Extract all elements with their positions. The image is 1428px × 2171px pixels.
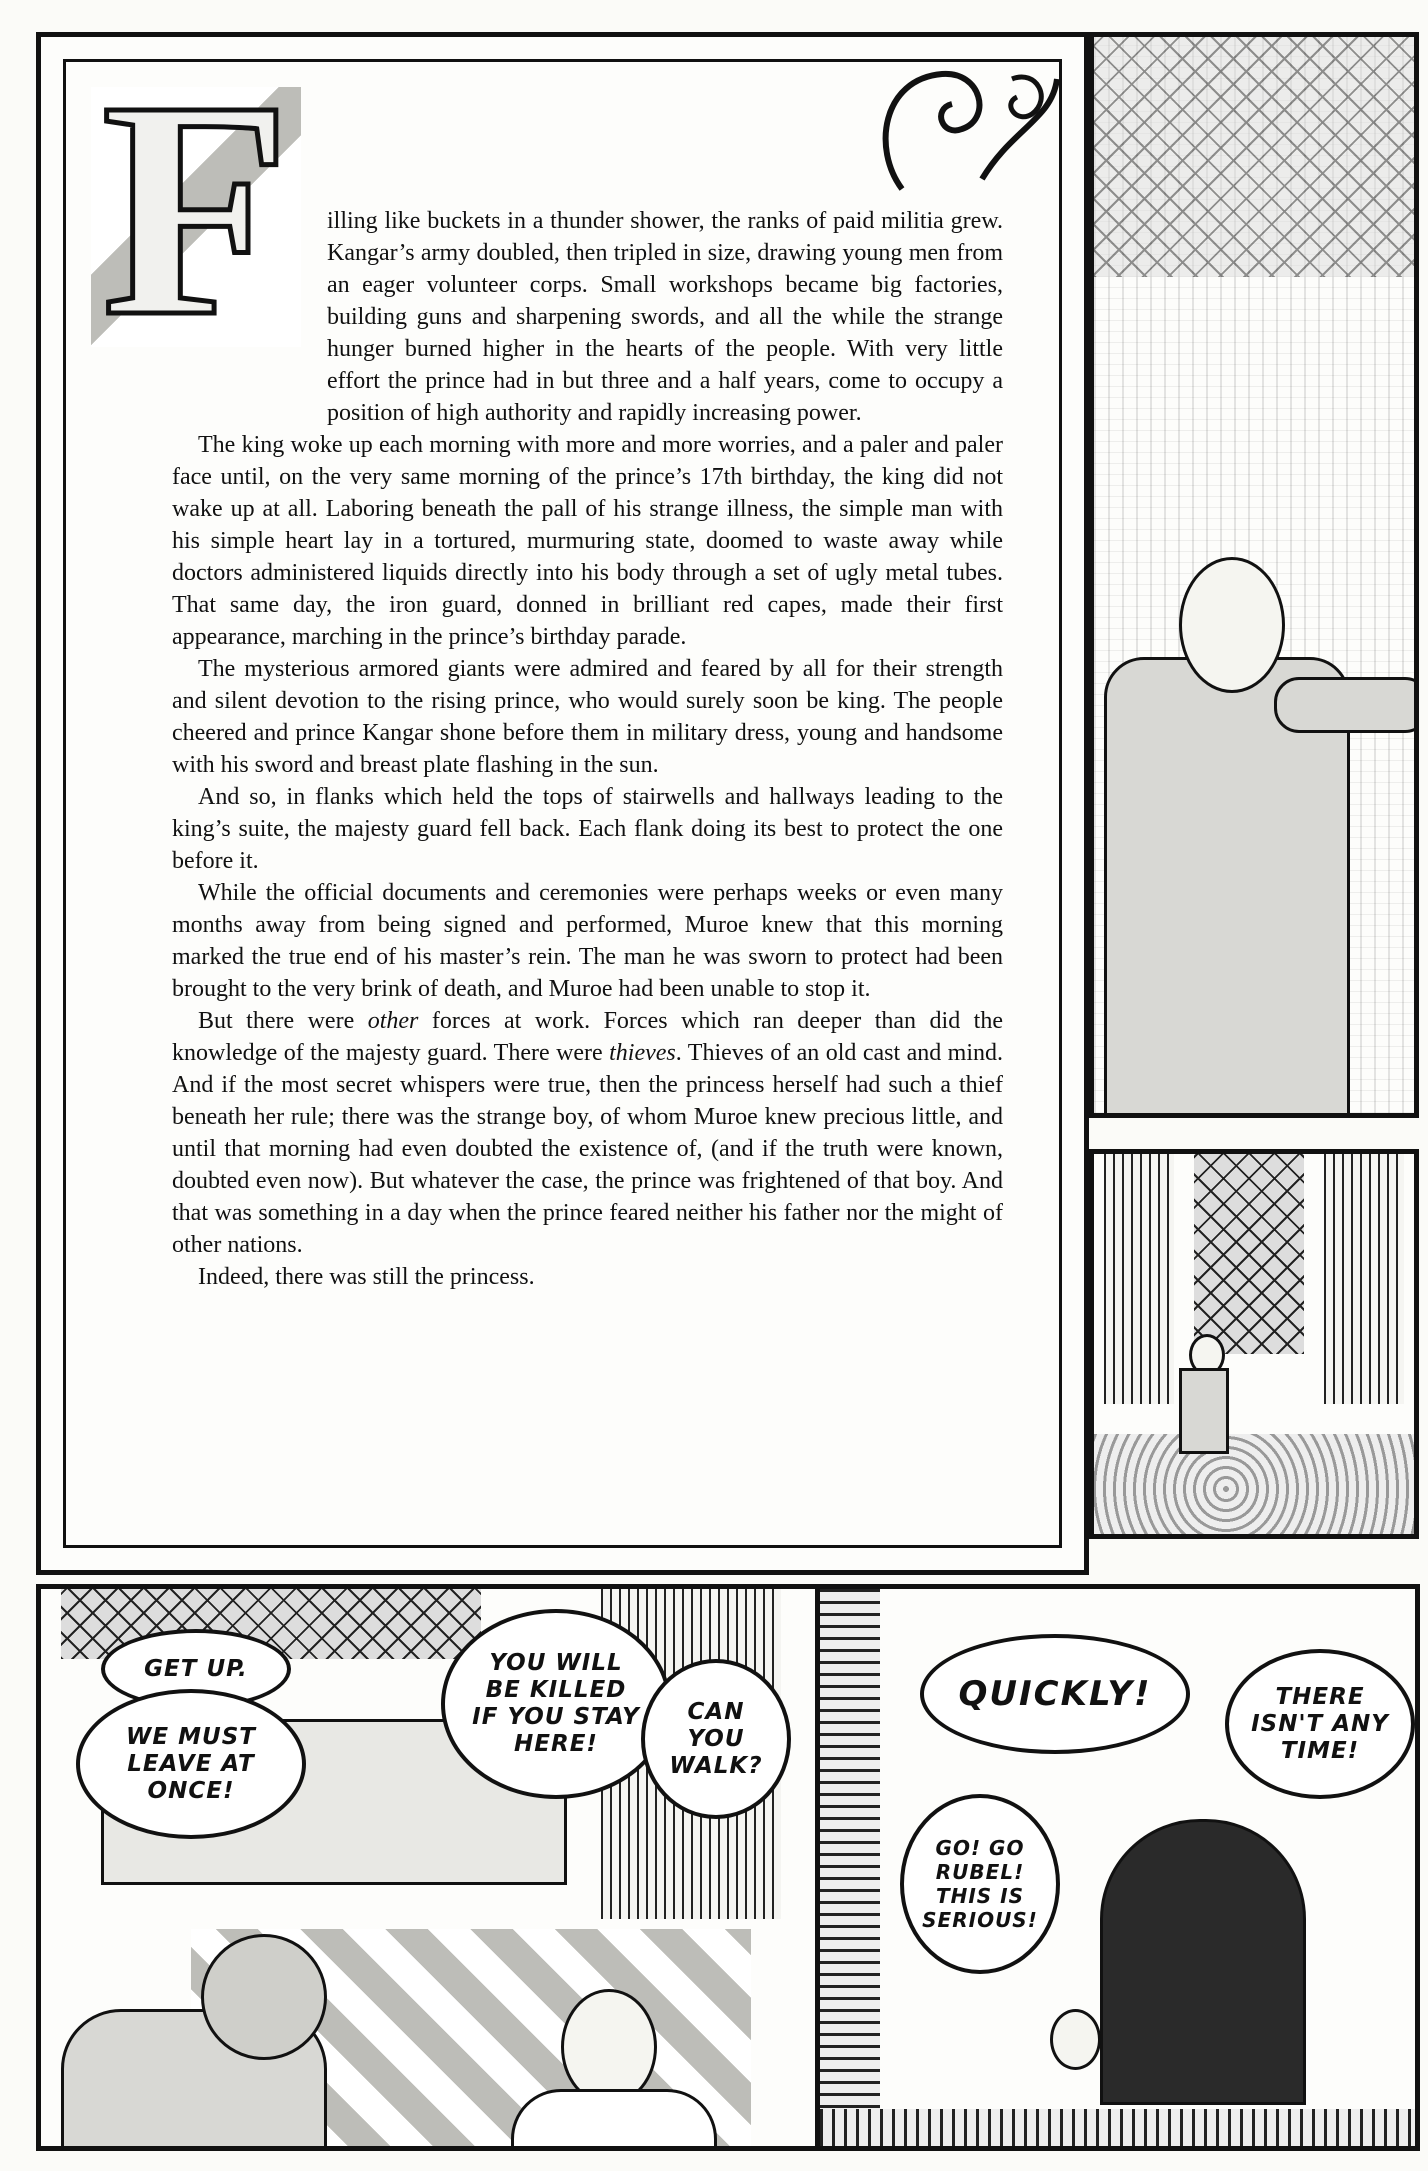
mirror-frame-bottom (820, 2109, 1420, 2151)
boy-in-room-panel (1089, 1149, 1419, 1539)
story-paragraph: Indeed, there was still the princess. (198, 1264, 535, 1290)
story-paragraph: The king woke up each morning with more and more worries, and a paler and paler face until, on the very same morning of the prince’s 17th birthday, the king did not wake up at all. Laboring beneath the pall of his strange illness, the simple man with his simple heart lay in a tortured, murmuring state, doomed to waste away while doctors administered liquids directly into his body through a set of ugly metal tubes. That same day, the iron guard, donned in brilliant red capes, made their first appearance, marching in the prince’s birthday parade. (172, 432, 1003, 650)
speech-bubble-quickly: QUICKLY! (920, 1634, 1190, 1754)
prince-head (1179, 557, 1285, 693)
small-figure (1050, 2009, 1101, 2070)
boy-body (511, 2089, 717, 2151)
speech-bubble-leave-at-once: WE MUST LEAVE AT ONCE! (76, 1689, 306, 1839)
guard-and-boy-panel (36, 1584, 846, 2151)
drop-cap-letter: F (91, 87, 301, 347)
story-paragraph: But there were other forces at work. Forces which ran deeper than did the knowledge of the majesty guard. There were thieves. Thieves of an old cast and mind. And if the most secret whispers were true, then the princess herself had such a thief beneath her rule; there was the strange boy, of whom Muroe knew precious little, and until that morning had even doubted the existence of, (and if the truth were known, doubted even now). But whatever the case, the prince was frightened of that boy. And that was something in a day when the prince feared neither his father nor the might of other nations. (172, 1008, 1004, 1258)
cloaked-figure (1100, 1819, 1306, 2105)
boy-head (561, 1989, 657, 2105)
speech-bubble-get-up: GET UP. (101, 1629, 291, 1709)
story-text (172, 205, 1003, 1293)
prince-arm (1274, 677, 1419, 733)
corner-flourish-ornament (862, 59, 1062, 199)
speech-bubble-can-you-walk: CAN YOU WALK? (641, 1659, 791, 1819)
story-paragraph: The mysterious armored giants were admired and feared by all for their strength and silent devotion to the rising prince, who would surely soon be king. The people cheered and prince Kangar shone before them in military dress, young and handsome with his sword and breast plate flashing in the sun. (172, 656, 1003, 778)
story-paragraph: And so, in flanks which held the tops of stairwells and hallways leading to the king’s suite, the majesty guard fell back. Each flank doing its best to protect the one before it. (172, 784, 1003, 874)
narrative-panel (36, 32, 1089, 1575)
mirror-portal-panel (815, 1584, 1420, 2151)
ornate-carpet (1094, 1434, 1419, 1539)
story-paragraph: While the official documents and ceremonies were perhaps weeks or even many months away from being signed and performed, Muroe knew that this morning marked the true end of his master’s rein. The man he was sworn to protect had been brought to the very brink of death, and Muroe had been unable to stop it. (172, 880, 1003, 1002)
story-paragraph: illing like buckets in a thunder shower, the ranks of paid militia grew. Kangar’s army doubled, then tripled in size, drawing young men from an eager volunteer corps. Small workshops became big factories, building guns and sharpening swords, and all the while the strange hunger burned higher in the hearts of the people. With very little effort the prince had in but three and a half years, come to occupy a position of high authority and rapidly increasing power. (327, 208, 1003, 426)
mirror-frame-left (820, 1589, 880, 2151)
speech-bubble-you-will-be-killed: YOU WILL BE KILLED IF YOU STAY HERE! (441, 1609, 671, 1799)
speech-bubble-go-rubel: GO! GO RUBEL! THIS IS SERIOUS! (900, 1794, 1060, 1974)
speech-bubble-no-time: THERE ISN'T ANY TIME! (1225, 1649, 1415, 1799)
prince-illustration-panel (1089, 32, 1419, 1118)
guard-head (201, 1934, 327, 2060)
